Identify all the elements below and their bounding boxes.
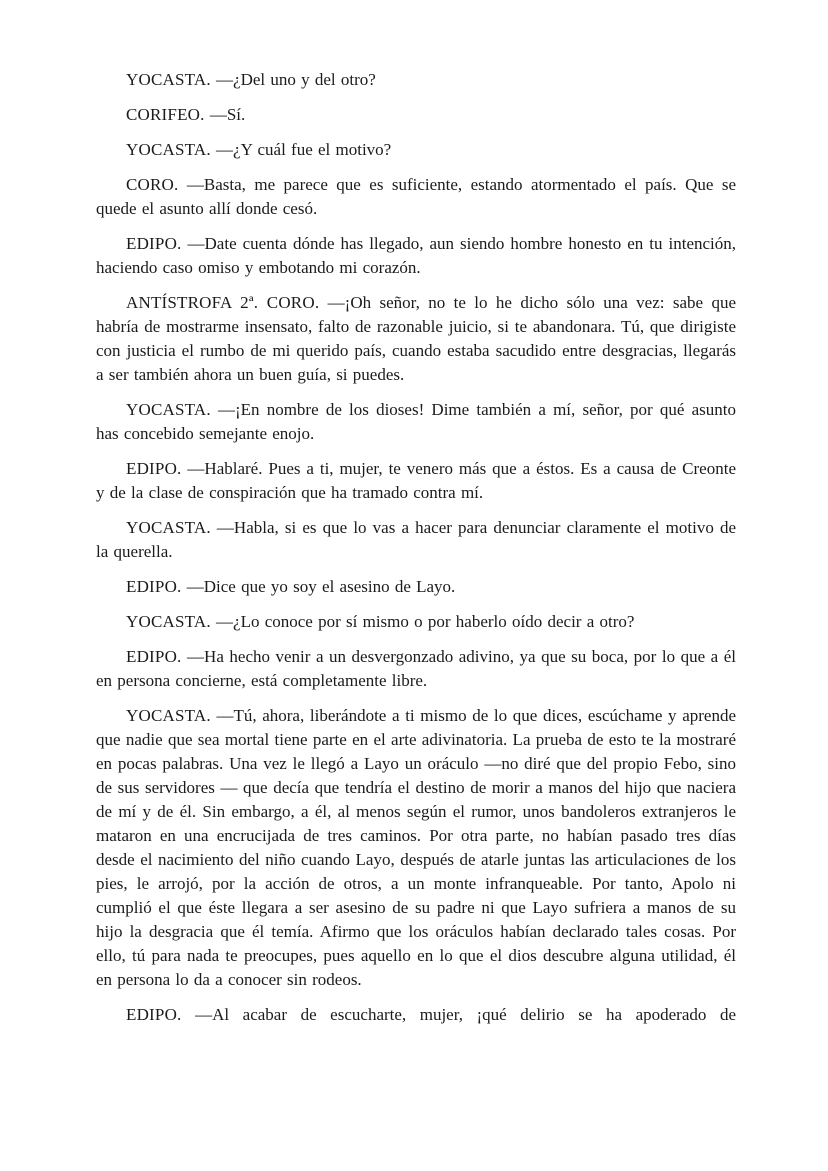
dialogue-line: —Date cuenta dónde has llegado, aun siendo hombre honesto en tu intención, haciendo caso omiso y embotando mi corazón. <box>96 234 737 277</box>
dialogue-line: —Sí. <box>209 105 246 124</box>
dialogue-line: —Habla, si es que lo vas a hacer para denunciar claramente el motivo de la querella. <box>96 518 737 561</box>
speaker-name: EDIPO. <box>126 577 182 596</box>
speaker-name: YOCASTA. <box>126 400 211 419</box>
dialogue-line: —Tú, ahora, liberándote a ti mismo de lo que dices, escúchame y aprende que nadie que sea mortal tiene parte en el arte adivinatoria. La prueba de esto te la mostraré en pocas palabras. Una vez le llegó a Layo un oráculo —no diré que del propio Febo, sino de sus servidores — que decía que tendría el destino de morir a manos del hijo que naciera de mí y de él. Sin embargo, a él, al menos según el rumor, unos bandoleros extranjeros le mataron en una encrucijada de tres caminos. Por otra parte, no habían pasado tres días desde el nacimiento del niño cuando Layo, después de atarle juntas las articulaciones de los pies, le arrojó, por la acción de otros, a un monte infranqueable. Por tanto, Apolo ni cumplió el que éste llegara a ser asesino de su padre ni que Layo sufriera a manos de su hijo la desgracia que él temía. Afirmo que los oráculos habían declarado tales cosas. Por ello, tú para nada te preocupes, pues aquello en lo que el dios descubre alguna utilidad, él en persona lo da a conocer sin rodeos. <box>96 706 736 989</box>
speaker-name: YOCASTA. <box>126 140 211 159</box>
speaker-name: EDIPO. <box>126 647 182 666</box>
dialogue-line: —¿Y cuál fue el motivo? <box>216 140 392 159</box>
dialogue-line: —¿Lo conoce por sí mismo o por haberlo oído decir a otro? <box>216 612 635 631</box>
speaker-name: EDIPO. <box>126 459 182 478</box>
dialogue-paragraph <box>96 645 736 693</box>
speaker-name: CORO. <box>126 175 179 194</box>
dialogue-paragraph <box>96 457 736 505</box>
dialogue-line: —¡En nombre de los dioses! Dime también a mí, señor, por qué asunto has concebido semejante enojo. <box>96 400 736 443</box>
dialogue-text-block <box>96 68 736 1027</box>
speaker-name: YOCASTA. <box>126 612 211 631</box>
speaker-name: EDIPO. <box>126 1005 182 1024</box>
speaker-name: ANTÍSTROFA 2ª. CORO. <box>126 293 320 312</box>
speaker-name: CORIFEO. <box>126 105 205 124</box>
speaker-name: YOCASTA. <box>126 70 211 89</box>
dialogue-paragraph <box>96 232 736 280</box>
dialogue-paragraph <box>96 173 736 221</box>
dialogue-paragraph <box>96 516 736 564</box>
dialogue-paragraph-antistrofa <box>96 291 736 387</box>
dialogue-line: —Ha hecho venir a un desvergonzado adivino, ya que su boca, por lo que a él en persona concierne, está completamente libre. <box>96 647 736 690</box>
dialogue-line: —Basta, me parece que es suficiente, estando atormentado el país. Que se quede el asunto allí donde cesó. <box>96 175 736 218</box>
dialogue-paragraph <box>96 68 736 92</box>
dialogue-paragraph <box>96 138 736 162</box>
speaker-name: EDIPO. <box>126 234 182 253</box>
dialogue-line: —Dice que yo soy el asesino de Layo. <box>186 577 456 596</box>
dialogue-paragraph <box>96 610 736 634</box>
dialogue-paragraph <box>96 575 736 599</box>
dialogue-paragraph <box>96 103 736 127</box>
dialogue-line: —¿Del uno y del otro? <box>216 70 376 89</box>
speaker-name: YOCASTA. <box>126 518 211 537</box>
dialogue-paragraph <box>96 398 736 446</box>
dialogue-line: —Hablaré. Pues a ti, mujer, te venero más que a éstos. Es a causa de Creonte y de la clase de conspiración que ha tramado contra mí. <box>96 459 737 502</box>
dialogue-paragraph-continued <box>96 1003 736 1027</box>
dialogue-paragraph <box>96 704 736 992</box>
dialogue-line: —Al acabar de escucharte, mujer, ¡qué delirio se ha apoderado de <box>195 1005 736 1024</box>
dialogue-line: —¡Oh señor, no te lo he dicho sólo una vez: sabe que habría de mostrarme insensato, falto de razonable juicio, si te abandonara. Tú, que dirigiste con justicia el rumbo de mi querido país, cuando estaba sacudido entre desgracias, llegarás a ser también ahora un buen guía, si puedes. <box>96 293 736 384</box>
speaker-name: YOCASTA. <box>126 706 211 725</box>
